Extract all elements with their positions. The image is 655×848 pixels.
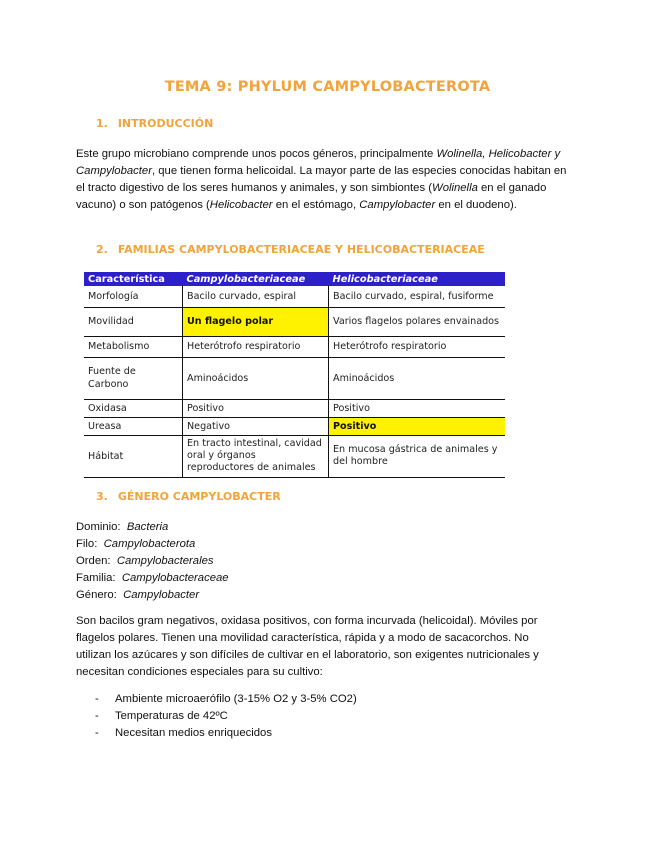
table-header-cell: Campylobacteriaceae — [183, 272, 329, 286]
table-cell: Varios flagelos polares envainados — [329, 307, 506, 336]
table-row — [84, 435, 505, 477]
table-cell: Movilidad — [84, 307, 183, 336]
table-row — [84, 357, 505, 399]
table-row — [84, 307, 505, 336]
table-row — [84, 399, 505, 417]
table-cell: Aminoácidos — [183, 357, 329, 399]
section-heading-intro — [96, 117, 213, 130]
table-cell: Ureasa — [84, 417, 183, 435]
list-item: - Temperaturas de 42ºC — [95, 710, 228, 722]
table-header-row — [84, 272, 505, 286]
section-heading-genus — [96, 490, 281, 503]
taxonomy-row: Dominio: Bacteria — [76, 521, 169, 533]
genus-paragraph: Son bacilos gram negativos, oxidasa positivos, con forma incurvada (helicoidal). Móviles por flagelos polares. Tienen una movilidad característica, rápida y a modo de sacacorchos. No utilizan los azúcares y son difíciles de cultivar en el laboratorio, son exigentes nutricionales y necesitan condiciones especiales para su cultivo: — [76, 615, 539, 678]
section-number: 2. — [96, 243, 108, 256]
table-row — [84, 417, 505, 435]
table-cell: Metabolismo — [84, 336, 183, 357]
table-row — [84, 286, 505, 307]
table-header-cell: Característica — [84, 272, 183, 286]
taxonomy-block — [76, 519, 576, 604]
table-cell: Bacilo curvado, espiral — [183, 286, 329, 307]
list-item: - Ambiente microaerófilo (3-15% O2 y 3-5% CO2) — [95, 693, 357, 705]
table-cell: Bacilo curvado, espiral, fusiforme — [329, 286, 506, 307]
table-row — [84, 336, 505, 357]
table-cell: Heterótrofo respiratorio — [329, 336, 506, 357]
families-table — [84, 272, 505, 478]
table-cell: Oxidasa — [84, 399, 183, 417]
table-cell-highlight: Positivo — [329, 417, 506, 435]
table-cell: Aminoácidos — [329, 357, 506, 399]
taxonomy-row: Familia: Campylobacteraceae — [76, 572, 229, 584]
table-cell-highlight: Un flagelo polar — [183, 307, 329, 336]
taxonomy-row: Orden: Campylobacterales — [76, 555, 214, 567]
table-cell: En tracto intestinal, cavidad oral y órganos reproductores de animales — [183, 435, 329, 477]
section-heading-families — [96, 243, 485, 256]
table-cell: Fuente de Carbono — [84, 357, 183, 399]
list-item: - Necesitan medios enriquecidos — [95, 727, 272, 739]
taxonomy-row: Filo: Campylobacterota — [76, 538, 196, 550]
section-number: 1. — [96, 117, 108, 130]
section-title: FAMILIAS CAMPYLOBACTERIACEAE Y HELICOBACTERIACEAE — [117, 243, 485, 256]
section-title: GÉNERO CAMPYLOBACTER — [117, 490, 281, 503]
table-cell: En mucosa gástrica de animales y del hombre — [329, 435, 506, 477]
taxonomy-row: Género: Campylobacter — [76, 589, 200, 601]
page-title: TEMA 9: PHYLUM CAMPYLOBACTEROTA — [164, 79, 491, 95]
intro-paragraph: Este grupo microbiano comprende unos pocos géneros, principalmente Wolinella, Helicobacter y Campylobacter, que tienen forma helicoidal. La mayor parte de las especies conocidas habitan en el tracto digestivo de los seres humanos y animales, y son simbiontes (Wolinella en el ganado vacuno) o son patógenos (Helicobacter en el estómago, Campylobacter en el duodeno). — [76, 148, 567, 211]
table-header-cell: Helicobacteriaceae — [329, 272, 506, 286]
table-cell: Negativo — [183, 417, 329, 435]
table-cell: Positivo — [183, 399, 329, 417]
table-cell: Morfología — [84, 286, 183, 307]
conditions-list — [95, 691, 357, 742]
section-title: INTRODUCCIÓN — [117, 117, 214, 130]
table-cell: Hábitat — [84, 435, 183, 477]
table-cell: Positivo — [329, 399, 506, 417]
table-cell: Heterótrofo respiratorio — [183, 336, 329, 357]
section-number: 3. — [96, 490, 108, 503]
